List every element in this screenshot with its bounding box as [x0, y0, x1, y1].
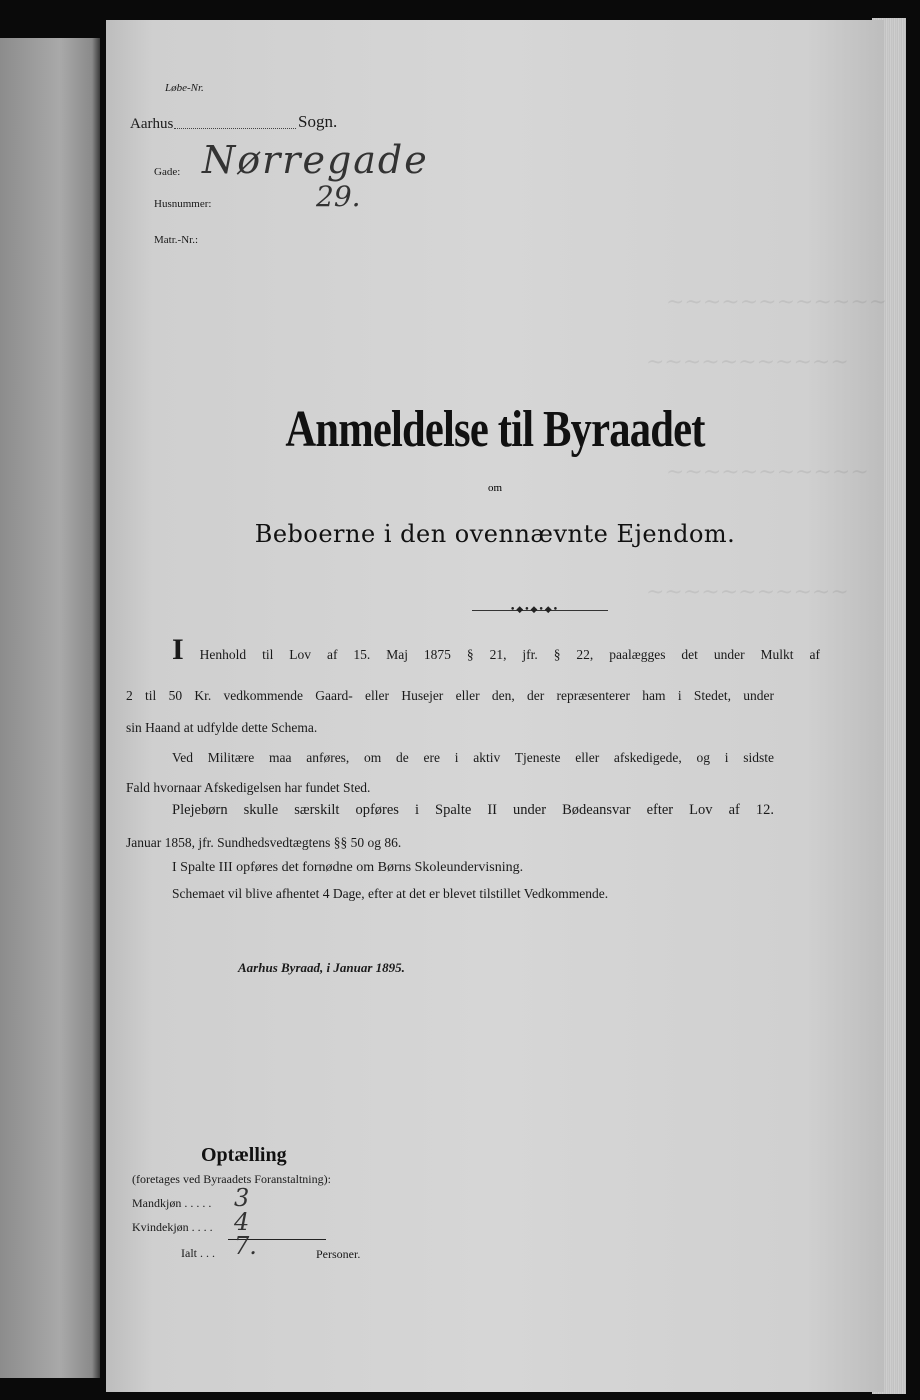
- body-paragraph-1-line-1: I Henhold til Lov af 15. Maj 1875 § 21, jfr. § 22, paalægges det under Mulkt af: [172, 633, 820, 666]
- body-paragraph-1-line-2: 2 til 50 Kr. vedkommende Gaard- eller Husejer eller den, der repræsenterer ham i Stedet, under: [126, 688, 774, 703]
- lobe-nr-label: Løbe-Nr.: [165, 82, 204, 94]
- body-paragraph-2-line-2: Fald hvornaar Afskedigelsen har fundet Sted.: [126, 780, 371, 795]
- matr-nr-label: Matr.-Nr.:: [154, 234, 198, 246]
- bleed-through: ~~~~~~~~~~~: [646, 580, 849, 605]
- body-paragraph-1-line-3: sin Haand at udfylde dette Schema.: [126, 720, 318, 735]
- body-paragraph-2-line-1: Ved Militære maa anføres, om de ere i aktiv Tjeneste eller afskedigede, og i sidste: [172, 750, 774, 765]
- gade-label: Gade:: [154, 166, 181, 178]
- body-paragraph-3-line-2: Januar 1858, jfr. Sundhedsvedtægtens §§ 50 og 86.: [126, 835, 402, 850]
- title-connector: om: [487, 482, 503, 494]
- husnummer-label: Husnummer:: [154, 198, 212, 210]
- document-subtitle: Beboerne i den ovennævnte Ejendom.: [254, 520, 736, 548]
- sogn-label: Sogn.: [298, 112, 338, 131]
- document-title: Anmeldelse til Byraadet: [285, 401, 705, 458]
- document-page: [106, 20, 888, 1392]
- bleed-through: ~~~~~~~~~~~: [646, 350, 849, 375]
- city-label: Aarhus: [130, 116, 174, 132]
- signature-line: Aarhus Byraad, i Januar 1895.: [238, 960, 405, 975]
- count-female-label: Kvindekjøn . . . .: [132, 1220, 213, 1234]
- body-paragraph-3-line-1: Plejebørn skulle særskilt opføres i Spalte II under Bødeansvar efter Lov af 12.: [172, 802, 774, 818]
- bleed-through: ~~~~~~~~~~~: [666, 460, 869, 485]
- count-title: Optælling: [201, 1144, 287, 1166]
- dropcap: I: [172, 633, 184, 666]
- count-total-label: Ialt . . .: [181, 1246, 215, 1260]
- body-paragraph-4: I Spalte III opføres det fornødne om Børns Skoleundervisning.: [172, 860, 524, 875]
- bleed-through: ~~~~~~~~~~~~: [666, 290, 888, 315]
- count-subtitle: (foretages ved Byraadets Foranstaltning):: [132, 1172, 331, 1186]
- left-page-edge: [0, 38, 100, 1378]
- husnummer-value: 29.: [316, 180, 361, 213]
- count-female-value: 4: [234, 1208, 250, 1236]
- sogn-dotline: [174, 128, 296, 129]
- count-persons-label: Personer.: [316, 1247, 361, 1261]
- count-male-label: Mandkjøn . . . . .: [132, 1196, 212, 1210]
- count-male-value: 3: [234, 1184, 250, 1212]
- gade-value: Nørregade: [202, 138, 429, 182]
- count-total-value: 7.: [234, 1232, 257, 1260]
- ornament-dots: •◆•◆•◆•: [510, 605, 559, 615]
- body-paragraph-5: Schemaet vil blive afhentet 4 Dage, efter at det er blevet tilstillet Vedkommende.: [172, 886, 609, 901]
